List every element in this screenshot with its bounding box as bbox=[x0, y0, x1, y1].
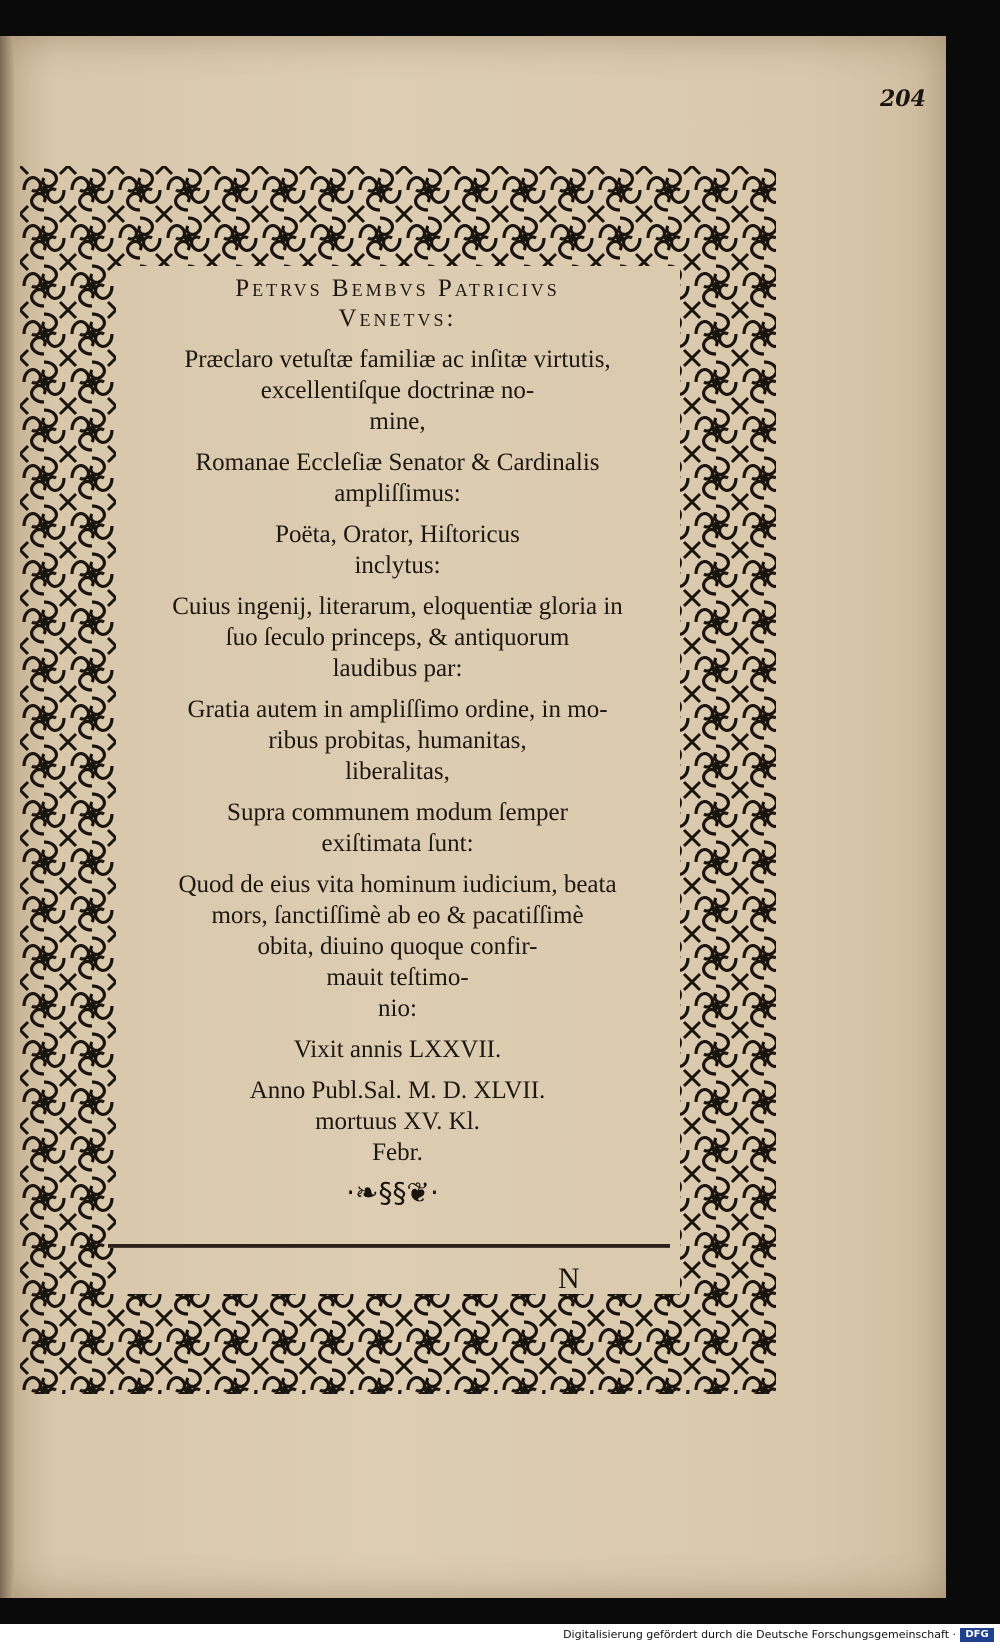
text-line: mine, bbox=[369, 408, 426, 435]
text-line: inclytus: bbox=[354, 552, 441, 579]
dedication-text bbox=[110, 274, 685, 1178]
fleuron-ornament: ·❧§§❦· bbox=[346, 1176, 439, 1209]
text-paragraph bbox=[110, 869, 685, 1024]
funding-credit: Digitalisierung gefördert durch die Deutsche Forschungsgemeinschaft · bbox=[563, 1628, 956, 1641]
text-paragraph bbox=[110, 591, 685, 684]
text-line: mortuus XV. Kl. bbox=[315, 1108, 480, 1135]
text-line: Romanae Eccleſiæ Senator & Cardinalis bbox=[195, 449, 600, 476]
text-paragraph bbox=[110, 519, 685, 581]
text-line: Vixit annis LXXVII. bbox=[293, 1036, 502, 1063]
text-line: Venetvs: bbox=[338, 305, 457, 332]
text-line: Petrvs Bembvs Patricivs bbox=[235, 275, 560, 302]
text-line: liberalitas, bbox=[345, 758, 450, 785]
text-paragraph bbox=[110, 797, 685, 859]
text-line: nio: bbox=[378, 995, 417, 1022]
text-line: excellentiſque doctrinæ no- bbox=[260, 377, 535, 404]
book-page bbox=[0, 36, 946, 1598]
text-line: Supra communem modum ſemper bbox=[227, 799, 568, 826]
text-line: laudibus par: bbox=[332, 655, 463, 682]
text-paragraph bbox=[110, 447, 685, 509]
text-line: ampliſſimus: bbox=[334, 480, 461, 507]
text-line: Quod de eius vita hominum iudicium, beata bbox=[178, 871, 617, 898]
text-line: Cuius ingenij, literarum, eloquentiæ gloria in bbox=[172, 593, 623, 620]
horizontal-rule bbox=[108, 1244, 670, 1247]
folio-number: 204 bbox=[880, 86, 926, 112]
title-paragraph bbox=[110, 274, 685, 334]
text-line: Præclaro vetuſtæ familiæ ac inſitæ virtutis, bbox=[184, 346, 611, 373]
text-paragraph bbox=[110, 1075, 685, 1168]
text-paragraph bbox=[110, 344, 685, 437]
text-paragraph bbox=[110, 1034, 685, 1065]
text-line: exiſtimata ſunt: bbox=[321, 830, 474, 857]
footer-bar bbox=[0, 1624, 1000, 1648]
text-line: mors, ſanctiſſimè ab eo & pacatiſſimè bbox=[211, 902, 584, 929]
text-paragraph bbox=[110, 694, 685, 787]
text-line: ribus probitas, humanitas, bbox=[268, 727, 527, 754]
signature-mark: N bbox=[558, 1262, 580, 1295]
text-line: ſuo ſeculo princeps, & antiquorum bbox=[225, 624, 570, 651]
text-line: mauit teſtimo- bbox=[326, 964, 469, 991]
text-line: Gratia autem in ampliſſimo ordine, in mo- bbox=[187, 696, 608, 723]
text-line: Poëta, Orator, Hiſtoricus bbox=[275, 521, 520, 548]
text-line: obita, diuino quoque confir- bbox=[257, 933, 538, 960]
text-line: Anno Publ.Sal. M. D. XLVII. bbox=[249, 1077, 546, 1104]
dfg-logo-icon: DFG bbox=[960, 1628, 994, 1642]
text-line: Febr. bbox=[372, 1139, 423, 1166]
